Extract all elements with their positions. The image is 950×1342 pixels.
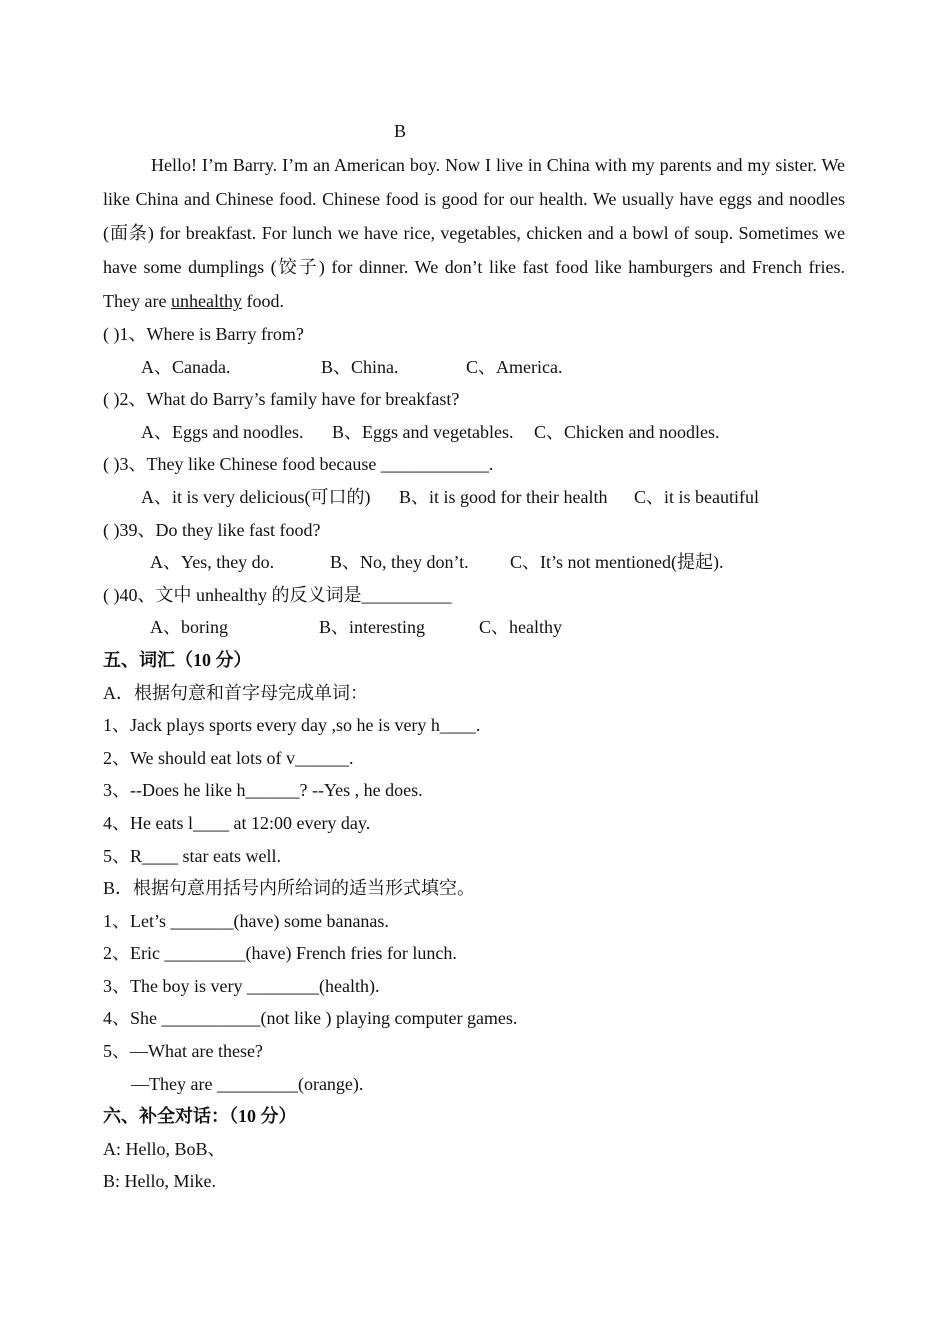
question-stem: ( )3、They like Chinese food because ____________. xyxy=(103,454,494,475)
option-c: C、Chicken and noodles. xyxy=(534,421,720,442)
question-options xyxy=(103,481,845,514)
section-heading: 五、词汇（10 分） xyxy=(103,649,252,670)
option-b: B、No, they don’t. xyxy=(330,552,469,573)
option-a: A、it is very delicious(可口的) xyxy=(141,486,371,507)
option-c: C、It’s not mentioned(提起). xyxy=(510,552,724,573)
option-a: A、Canada. xyxy=(141,356,231,377)
exercise-item: 2、We should eat lots of v______. xyxy=(103,747,354,768)
question-stem: ( )1、Where is Barry from? xyxy=(103,324,304,344)
passage-label: B xyxy=(393,121,406,141)
section-instruction: A．根据句意和首字母完成单词： xyxy=(103,682,368,703)
question-options xyxy=(103,416,845,449)
question-options xyxy=(103,546,845,579)
option-a: A、Yes, they do. xyxy=(150,552,275,573)
exercise-item: 4、She ___________(not like ) playing computer games. xyxy=(103,1008,518,1029)
option-c: C、it is beautiful xyxy=(634,486,759,507)
option-b: B、interesting xyxy=(319,617,425,638)
option-c: C、America. xyxy=(466,356,563,377)
exercise-item: 3、--Does he like h______? --Yes , he does. xyxy=(103,780,423,801)
question-stem: ( )39、Do they like fast food? xyxy=(103,519,321,540)
section-heading: 六、补全对话：（10 分） xyxy=(103,1106,297,1127)
question-options xyxy=(103,611,845,644)
option-b: B、it is good for their health xyxy=(399,486,608,507)
exercise-item: 3、The boy is very ________(health). xyxy=(103,975,380,996)
exercise-item: 5、—What are these? xyxy=(103,1041,263,1062)
option-b: B、Eggs and vegetables. xyxy=(332,421,514,442)
exercise-item: 4、He eats l____ at 12:00 every day. xyxy=(103,812,371,833)
underlined-word: unhealthy xyxy=(170,291,242,311)
reading-passage xyxy=(103,148,845,318)
exercise-item: 2、Eric _________(have) French fries for lunch. xyxy=(103,943,457,964)
passage-text: Hello! I’m Barry. I’m an American boy. Now I live in China with my parents and my sister. We like China and Chinese food. Chinese food is good for our health. We usually have eggs and noodles (面条) for breakfast. For lunch we have rice, vegetables, chicken and a bowl of soup. Sometimes we have some dumplings (饺子) for dinner. We don’t like fast food like hamburgers and French fries. They are xyxy=(103,155,845,311)
question-stem: ( )2、What do Barry’s family have for breakfast? xyxy=(103,389,460,410)
exercise-item: 1、Let’s _______(have) some bananas. xyxy=(103,910,389,931)
section-instruction: B．根据句意用括号内所给词的适当形式填空。 xyxy=(103,878,476,899)
exercise-item-continuation: —They are _________(orange). xyxy=(131,1073,364,1094)
option-a: A、Eggs and noodles. xyxy=(141,421,304,442)
dialogue-line: A: Hello, BoB、 xyxy=(103,1138,226,1159)
dialogue-line: B: Hello, Mike. xyxy=(103,1171,216,1192)
option-a: A、boring xyxy=(150,617,228,638)
option-b: B、China. xyxy=(321,356,399,377)
question-options xyxy=(103,351,845,384)
exercise-item: 5、R____ star eats well. xyxy=(103,845,281,866)
option-c: C、healthy xyxy=(479,617,562,638)
passage-text-end: food. xyxy=(241,291,284,311)
exercise-item: 1、Jack plays sports every day ,so he is very h____. xyxy=(103,715,481,736)
worksheet-page xyxy=(103,114,845,1198)
question-stem: ( )40、文中 unhealthy 的反义词是__________ xyxy=(103,584,452,605)
